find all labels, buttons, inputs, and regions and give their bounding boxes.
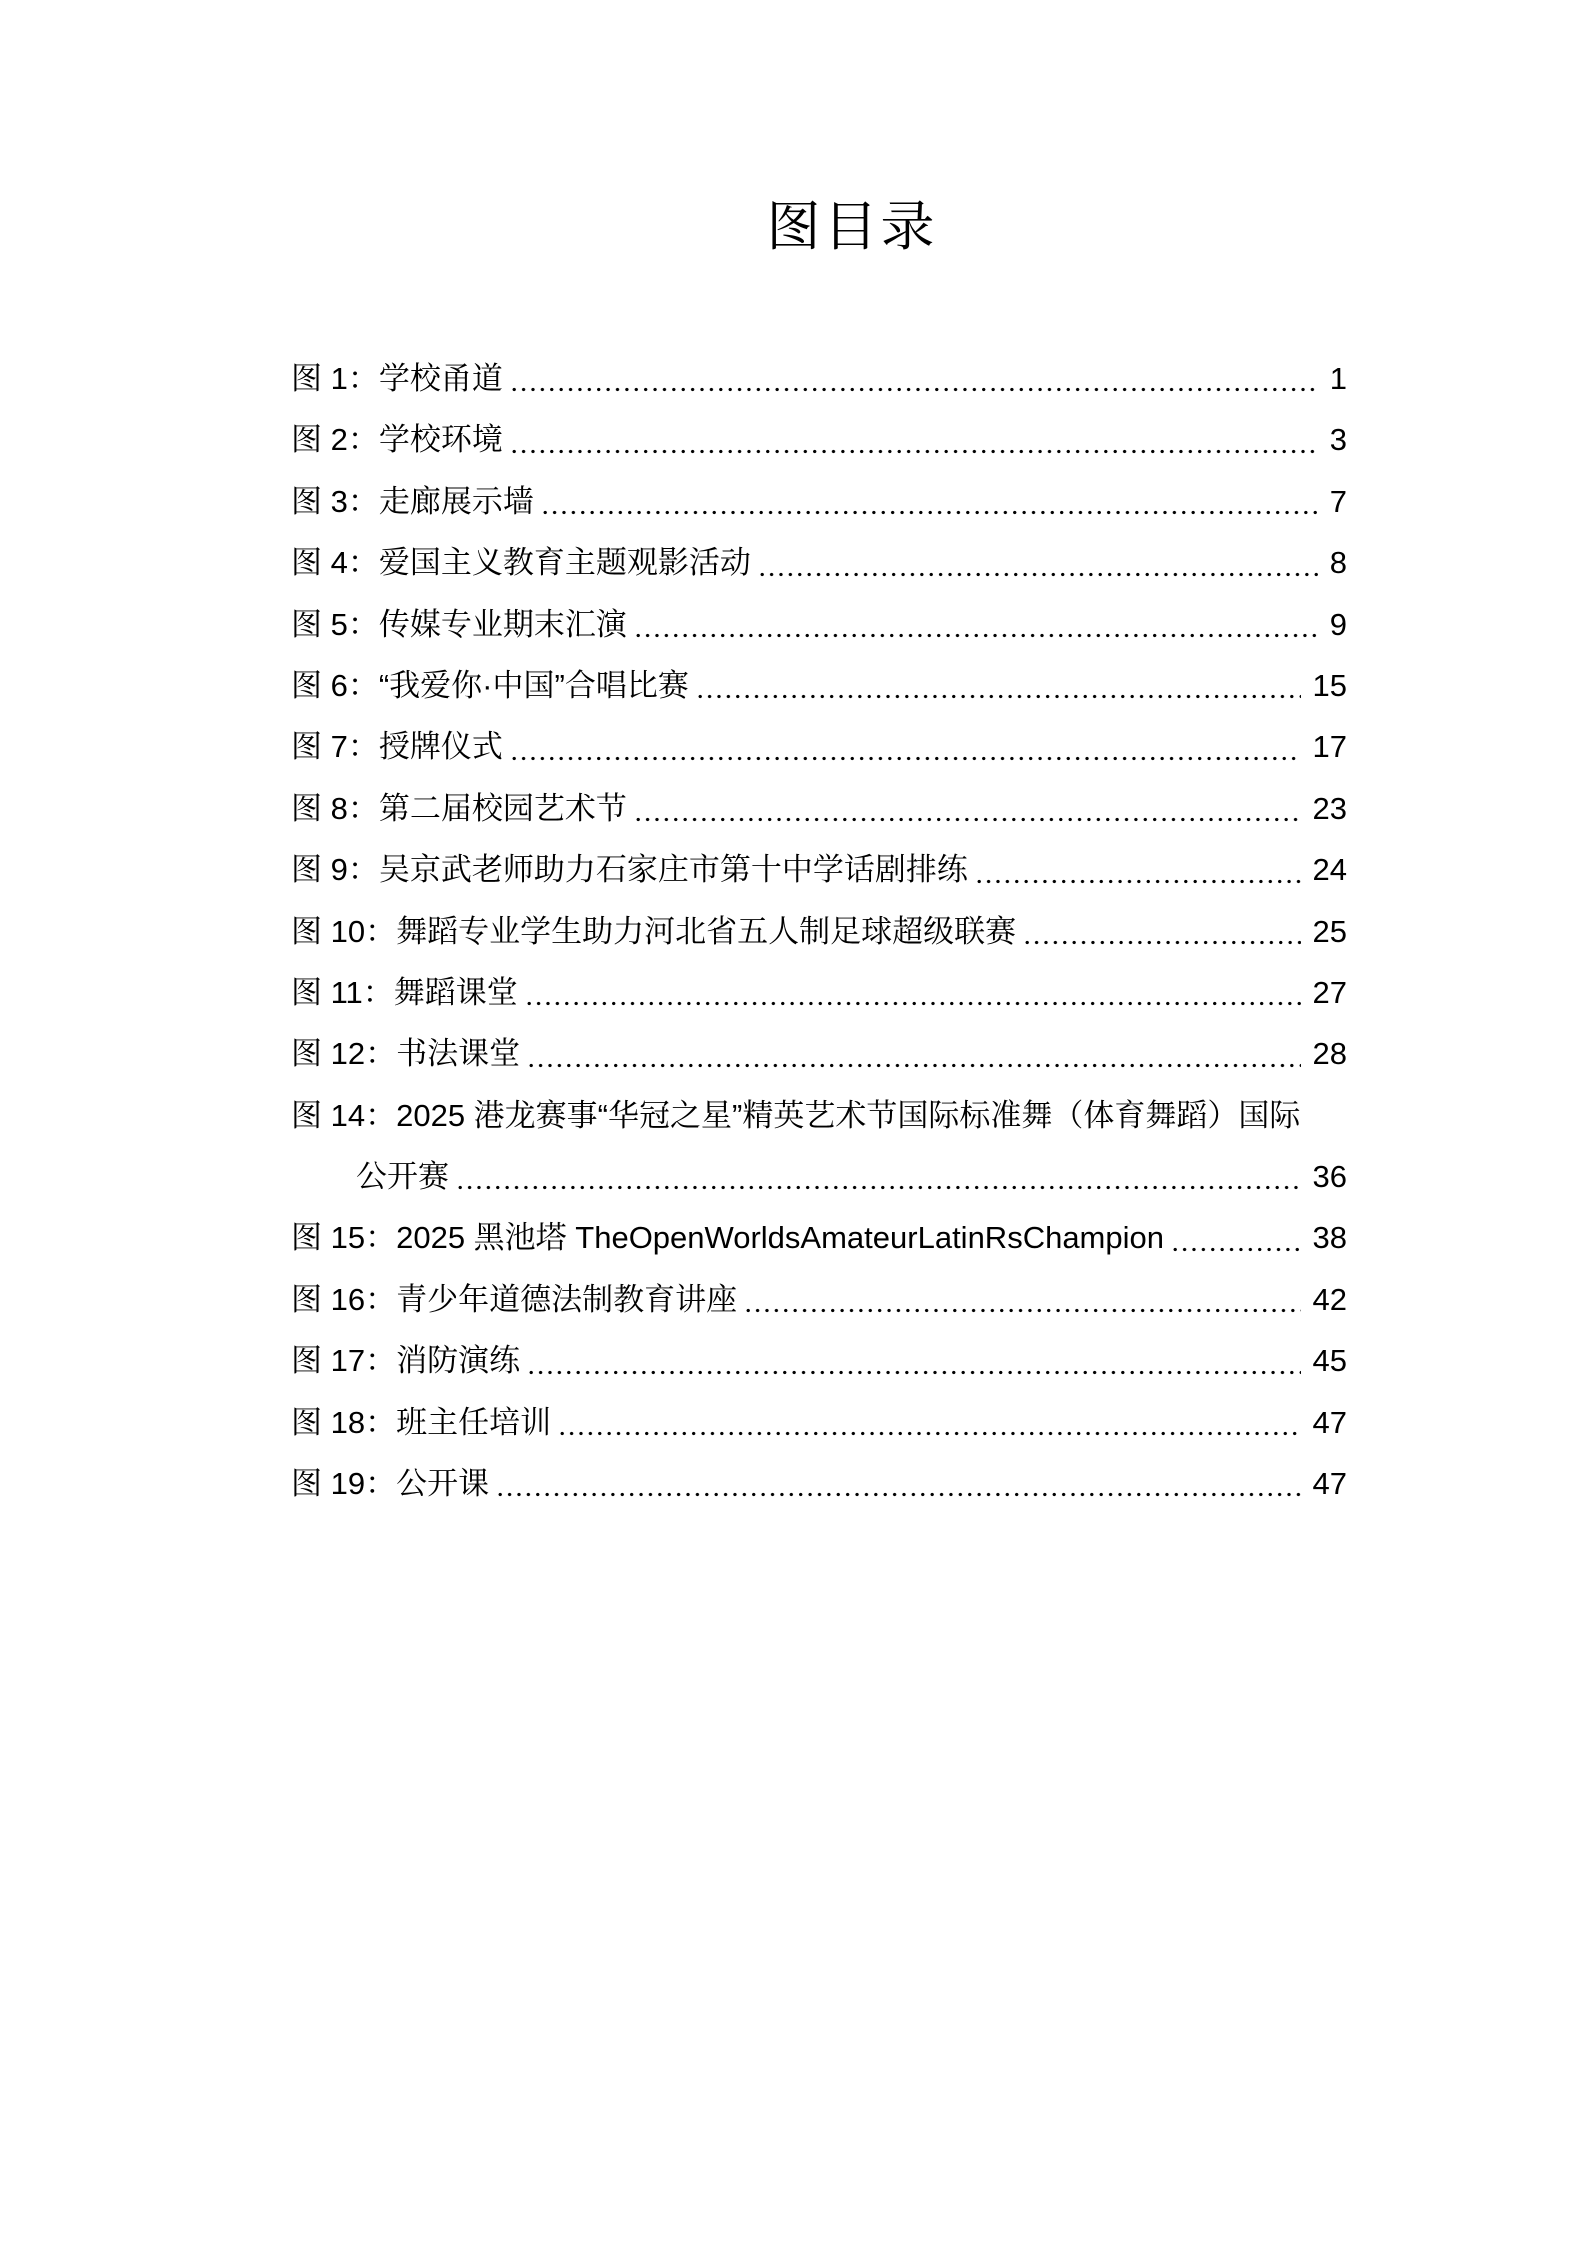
toc-entry[interactable] [291,532,1347,593]
toc-entry-label: 图 2：学校环境 [291,422,503,458]
toc-entry-page-number: 25 [1312,913,1347,949]
toc-entry[interactable] [291,471,1347,532]
dot-leader [529,1063,1300,1068]
dot-leader [560,1431,1300,1436]
figure-toc-list [291,348,1347,1514]
toc-entry[interactable] [291,1392,1347,1453]
toc-entry[interactable] [291,778,1347,839]
toc-entry[interactable] [291,901,1347,962]
toc-entry-page-number: 15 [1312,667,1347,703]
toc-entry[interactable] [291,594,1347,655]
toc-entry-page-number: 24 [1312,852,1347,888]
dot-leader [1173,1247,1301,1252]
toc-entry-label-continuation: 公开赛 [356,1159,449,1195]
toc-entry-page-number: 38 [1312,1220,1347,1256]
dot-leader [512,756,1301,761]
toc-entry[interactable] [291,1085,1347,1208]
toc-entry-page-number: 3 [1329,422,1347,458]
toc-entry-label: 图 17：消防演练 [291,1343,521,1379]
toc-entry-label: 图 19：公开课 [291,1466,490,1502]
toc-entry[interactable] [291,716,1347,777]
dot-leader [636,817,1301,822]
toc-entry[interactable] [291,962,1347,1023]
toc-entry-label: 图 16：青少年道德法制教育讲座 [291,1281,738,1317]
toc-entry[interactable] [291,1023,1347,1084]
toc-entry-page-number: 45 [1312,1343,1347,1379]
dot-leader [746,1308,1300,1313]
toc-entry[interactable] [291,1453,1347,1514]
toc-entry-page-number: 47 [1312,1466,1347,1502]
toc-entry[interactable] [291,1269,1347,1330]
toc-entry-label: 图 8：第二届校园艺术节 [291,790,627,826]
toc-entry[interactable] [291,409,1347,470]
toc-entry-label: 图 11：舞蹈课堂 [291,974,518,1010]
dot-leader [1025,940,1300,945]
dot-leader [512,449,1318,454]
toc-entry-label: 图 5：传媒专业期末汇演 [291,606,627,642]
toc-entry-page-number: 1 [1329,361,1347,396]
toc-entry-label: 图 9：吴京武老师助力石家庄市第十中学话剧排练 [291,852,968,888]
dot-leader [527,1001,1301,1006]
toc-entry-label: 图 10：舞蹈专业学生助力河北省五人制足球超级联赛 [291,913,1017,949]
toc-entry-label: 图 6：“我爱你·中国”合唱比赛 [291,667,689,703]
dot-leader [458,1185,1301,1190]
toc-entry-page-number: 36 [1312,1159,1347,1195]
toc-entry-wrapped [291,1085,1347,1208]
toc-entry-label: 图 14：2025 港龙赛事“华冠之星”精英艺术节国际标准舞（体育舞蹈）国际 [291,1097,1301,1133]
toc-entry-page-number: 47 [1312,1404,1347,1440]
dot-leader [977,879,1301,884]
toc-entry[interactable] [291,655,1347,716]
toc-entry-label: 图 3：走廊展示墙 [291,483,534,519]
dot-leader [498,1492,1300,1497]
toc-entry[interactable] [291,348,1347,409]
toc-entry-page-number: 7 [1329,483,1347,519]
toc-entry-label: 图 12：书法课堂 [291,1036,521,1072]
toc-entry-label: 图 18：班主任培训 [291,1404,552,1440]
dot-leader [543,510,1318,515]
dot-leader [698,694,1301,699]
dot-leader [636,633,1318,638]
dot-leader [760,572,1318,577]
toc-entry-page-number: 27 [1312,974,1347,1010]
toc-entry-label: 图 7：授牌仪式 [291,729,503,765]
toc-entry-label: 图 4：爱国主义教育主题观影活动 [291,545,751,581]
toc-entry-page-number: 23 [1312,790,1347,826]
toc-entry-page-number: 8 [1329,545,1347,581]
toc-entry-page-number: 42 [1312,1281,1347,1317]
toc-entry-label: 图 15：2025 黑池塔 TheOpenWorldsAmateurLatinRsChampion [291,1220,1164,1256]
toc-entry-label: 图 1：学校甬道 [291,361,503,396]
page-title-text: 图目录 [766,197,938,257]
toc-entry-page-number: 9 [1329,606,1347,642]
dot-leader [529,1370,1300,1375]
dot-leader [512,387,1318,392]
toc-entry[interactable] [291,1207,1347,1268]
page-title [291,196,1347,258]
toc-entry[interactable] [291,1330,1347,1391]
toc-entry[interactable] [291,839,1347,900]
toc-entry-page-number: 28 [1312,1036,1347,1072]
toc-entry-page-number: 17 [1312,729,1347,765]
